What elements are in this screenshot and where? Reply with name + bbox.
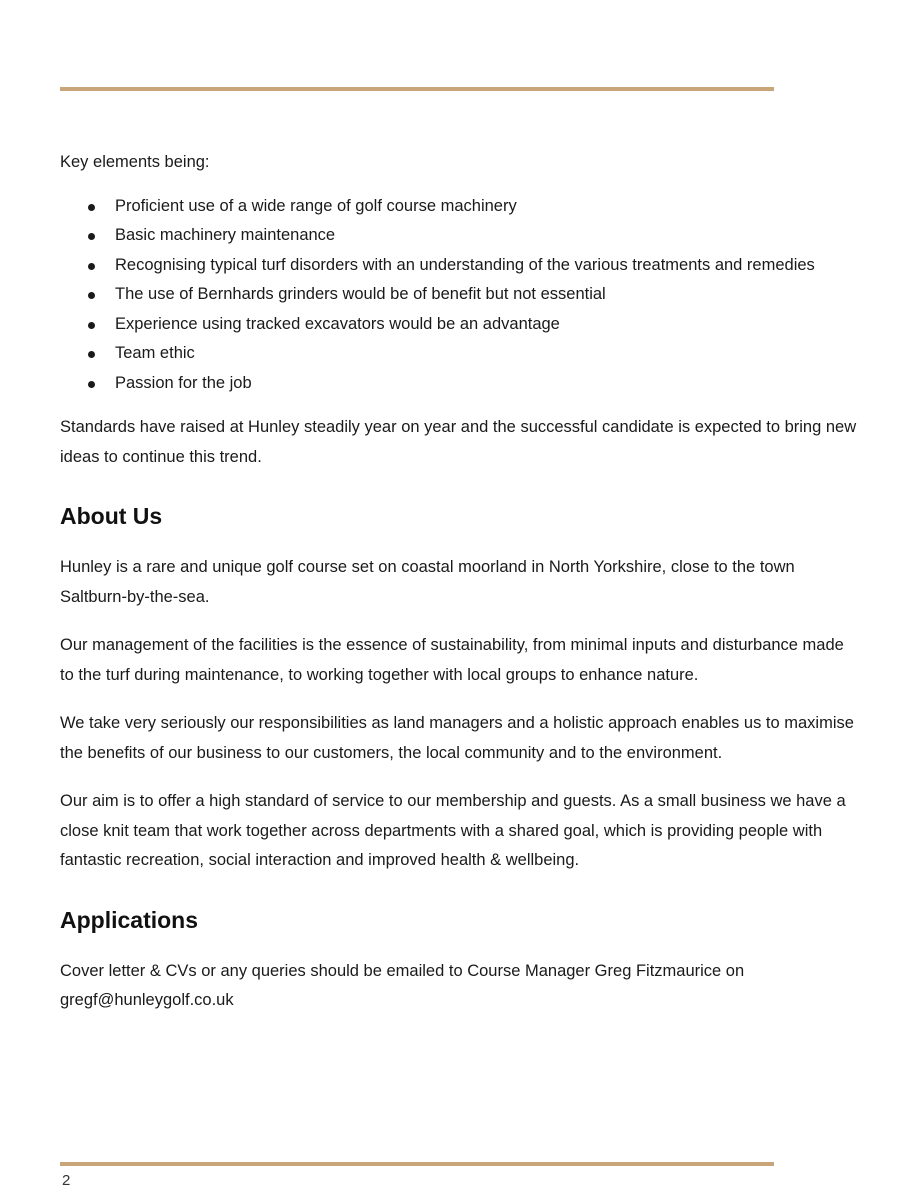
list-item-text: Recognising typical turf disorders with an understanding of the various treatments and remedies [115,255,815,274]
list-item-text: Team ethic [115,344,195,362]
list-item [60,221,815,251]
about-paragraph: Our aim is to offer a high standard of service to our membership and guests. As a small business we have a close knit team that work together across departments with a shared goal, which is providing people with fantastic recreation, social interaction and improved health & wellbeing. [60,792,846,869]
about-paragraph: Hunley is a rare and unique golf course set on coastal moorland in North Yorkshire, close to the town Saltburn-by-the-sea. [60,558,795,606]
about-heading: About Us [60,503,163,529]
list-item [60,280,815,310]
bullet-icon [88,204,95,211]
header-divider [60,87,774,91]
list-item [60,251,815,281]
list-item [60,369,815,399]
bullet-icon [88,263,95,270]
standards-paragraph: Standards have raised at Hunley steadily year on year and the successful candidate is expected to bring new ideas to continue this trend. [60,418,857,466]
bullet-icon [88,322,95,329]
about-paragraph: Our management of the facilities is the essence of sustainability, from minimal inputs and disturbance made to the turf during maintenance, to working together with local groups to enhance nature. [60,636,844,684]
bullet-icon [88,292,95,299]
list-item [60,339,815,369]
list-item [60,192,815,222]
bullet-icon [88,381,95,388]
page-number: 2 [62,1172,71,1189]
about-paragraph: We take very seriously our responsibilities as land managers and a holistic approach enables us to maximise the benefits of our business to our customers, the local community and to the environment. [60,714,854,762]
bullet-icon [88,351,95,358]
key-elements-list [60,192,860,399]
applications-heading: Applications [60,906,199,933]
applications-text: Cover letter & CVs or any queries should be emailed to Course Manager Greg Fitzmaurice on gregf@hunleygolf.co.uk [60,961,745,1009]
bullet-icon [88,233,95,240]
list-item-text: Basic machinery maintenance [115,226,336,244]
list-item [60,310,815,340]
footer-divider [60,1162,774,1166]
list-item-text: Experience using tracked excavators would be an advantage [115,314,560,333]
list-item-text: Passion for the job [115,373,252,392]
list-item-text: Proficient use of a wide range of golf course machinery [115,196,517,215]
document-body [60,148,860,1016]
list-item-text: The use of Bernhards grinders would be of benefit but not essential [115,285,606,303]
intro-text: Key elements being: [60,153,210,171]
